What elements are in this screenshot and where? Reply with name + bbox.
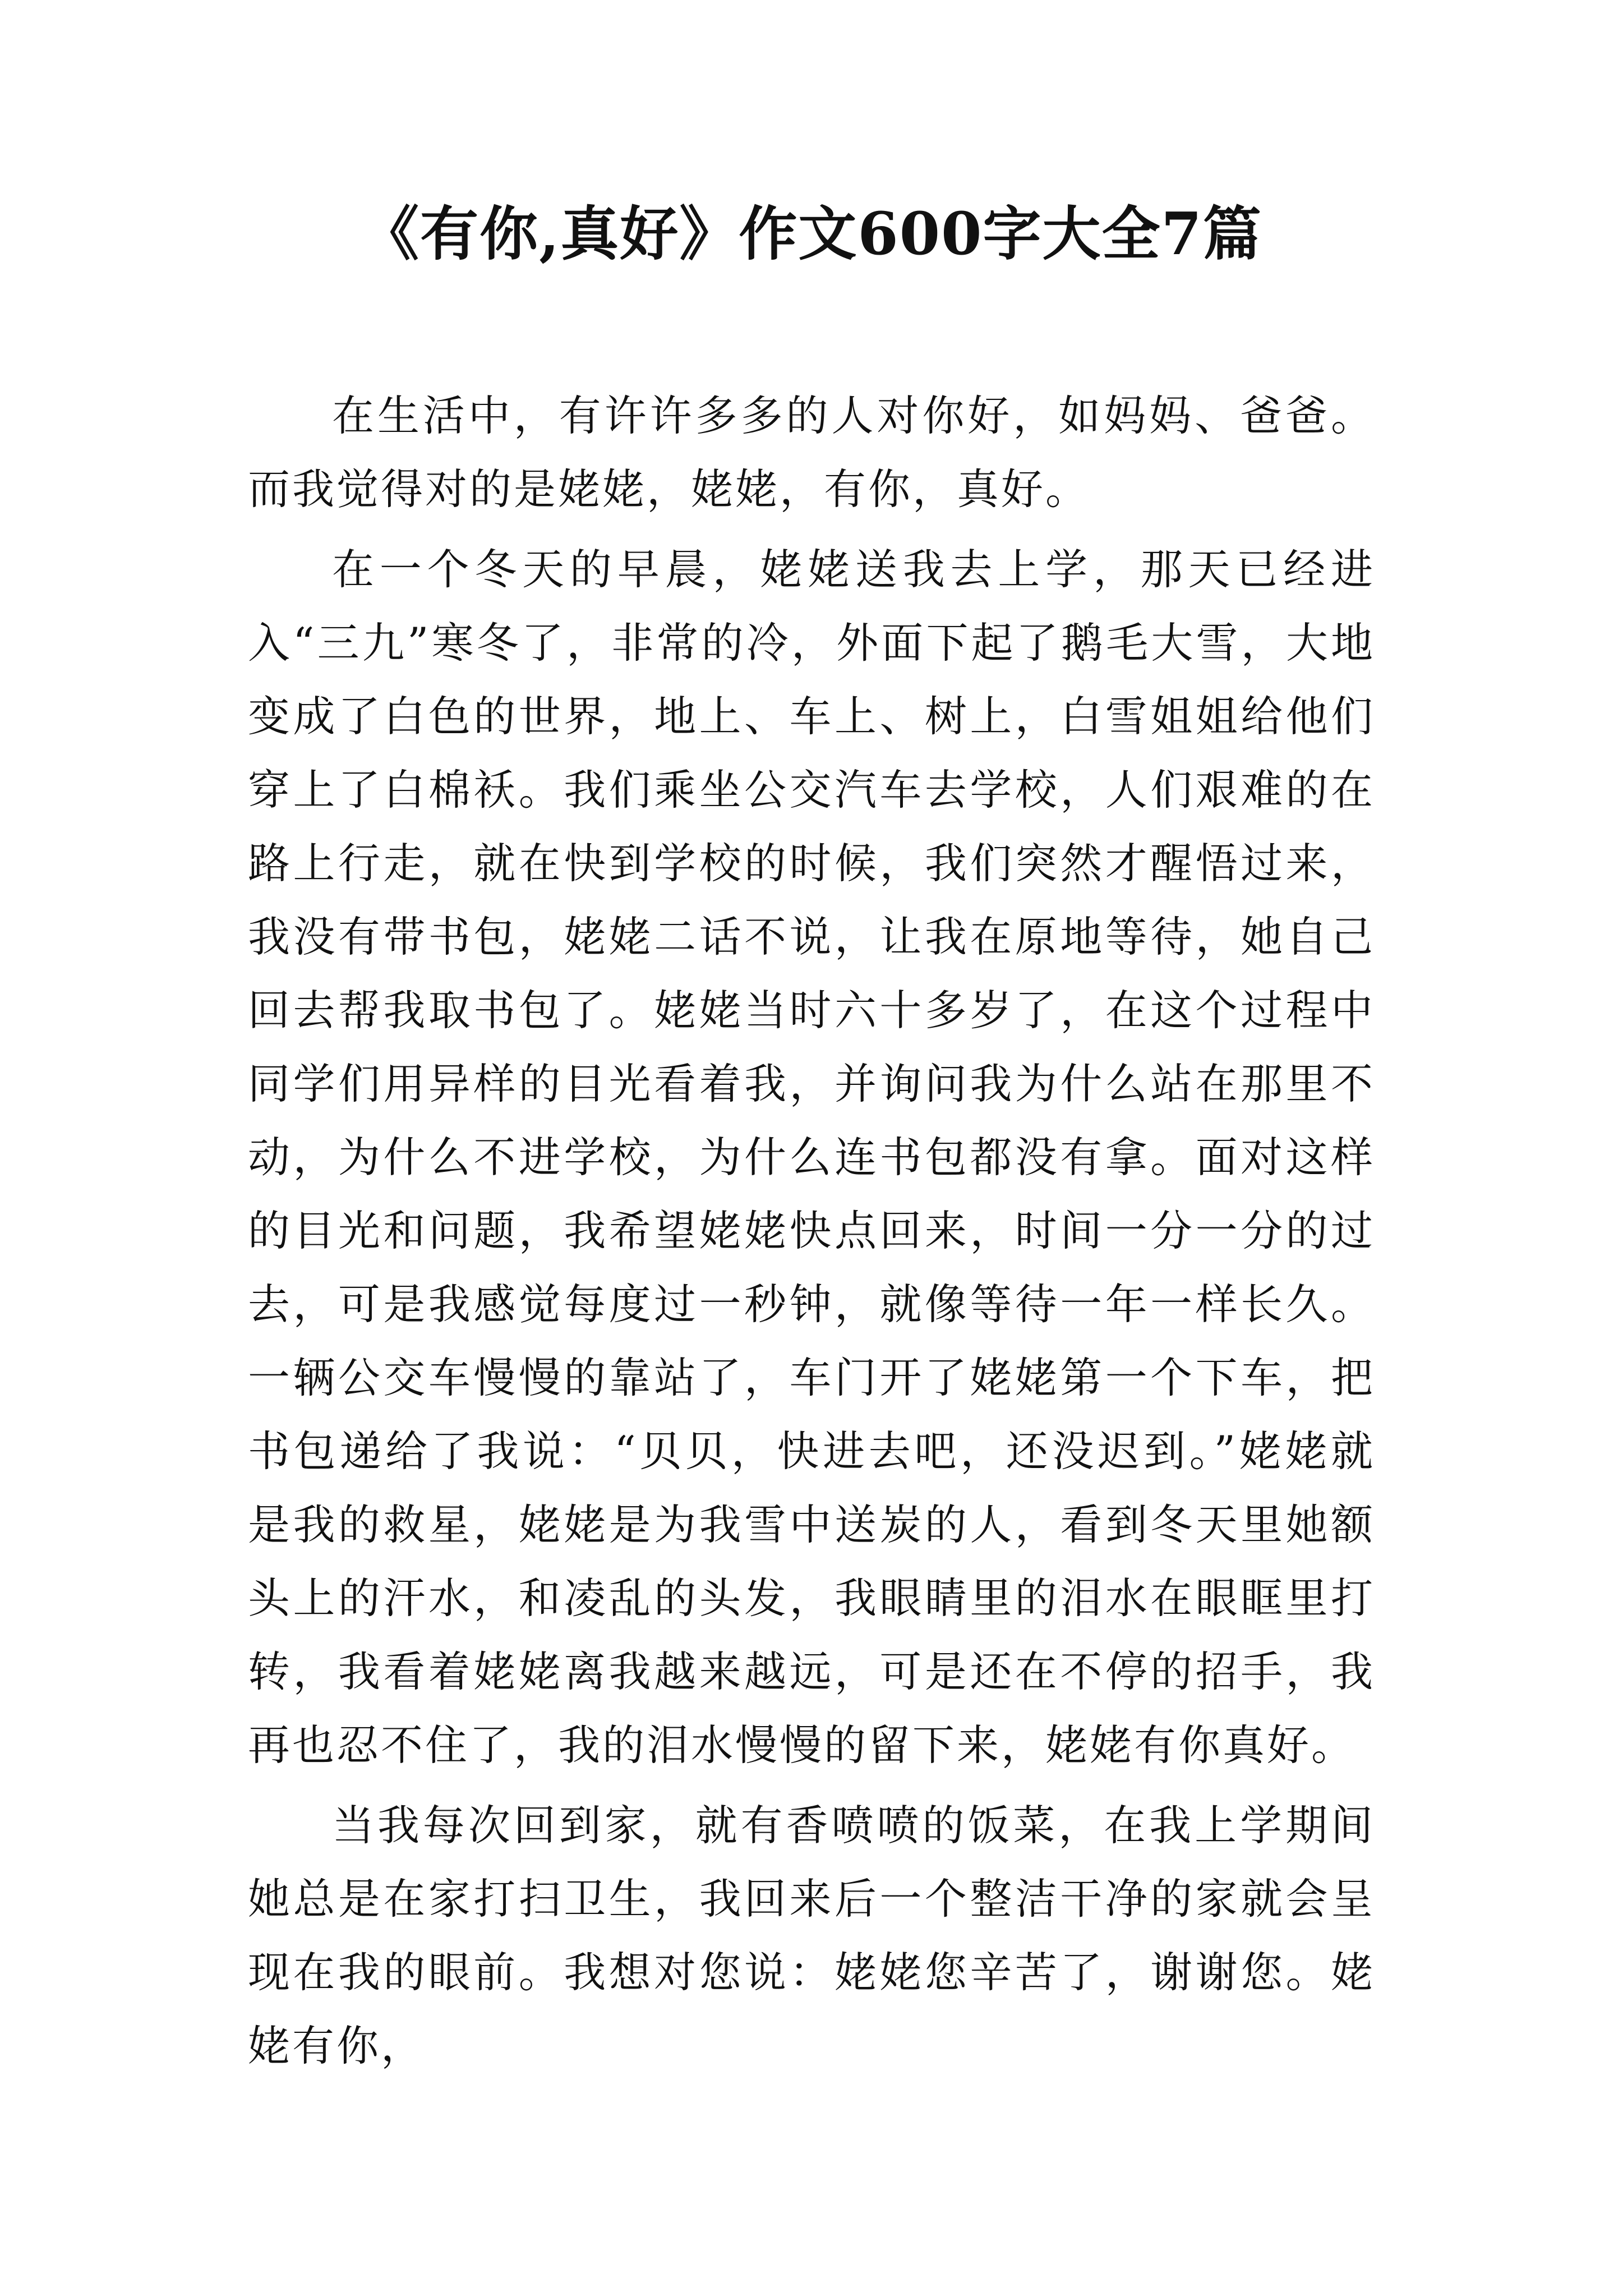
paragraph-2: 在一个冬天的早晨，姥姥送我去上学，那天已经进入“三九”寒冬了，非常的冷，外面下起了鹅毛大雪，大地变成了白色的世界，地上、车上、树上，白雪姐姐给他们穿上了白棉袄。我们乘坐公交汽车去学校，人们艰难的在路上行走，就在快到学校的时候，我们突然才醒悟过来，我没有带书包，姥姥二话不说，让我在原地等待，她自己回去帮我取书包了。姥姥当时六十多岁了，在这个过程中同学们用异样的目光看着我，并询问我为什么站在那里不动，为什么不进学校，为什么连书包都没有拿。面对这样的目光和问题，我希望姥姥快点回来，时间一分一分的过去，可是我感觉每度过一秒钟，就像等待一年一样长久。一辆公交车慢慢的靠站了，车门开了姥姥第一个下车，把书包递给了我说：“贝贝，快进去吧，还没迟到。”姥姥就是我的救星，姥姥是为我雪中送炭的人，看到冬天里她额头上的汗水，和凌乱的头发，我眼睛里的泪水在眼眶里打转，我看着姥姥离我越来越远，可是还在不停的招手，我再也忍不住了，我的泪水慢慢的留下来，姥姥有你真好。 bbox=[248, 545, 1375, 1770]
paragraph-1: 在生活中，有许许多多的人对你好，如妈妈、爸爸。而我觉得对的是姥姥，姥姥，有你，真好。 bbox=[248, 391, 1375, 514]
paragraph-3: 当我每次回到家，就有香喷喷的饭菜，在我上学期间她总是在家打扫卫生，我回来后一个整洁干净的家就会呈现在我的眼前。我想对您说：姥姥您辛苦了，谢谢您。姥姥有你， bbox=[248, 1801, 1375, 2070]
document-title: 《有你,真好》作文600字大全7篇 bbox=[361, 199, 1262, 268]
document-body bbox=[248, 379, 1375, 2083]
